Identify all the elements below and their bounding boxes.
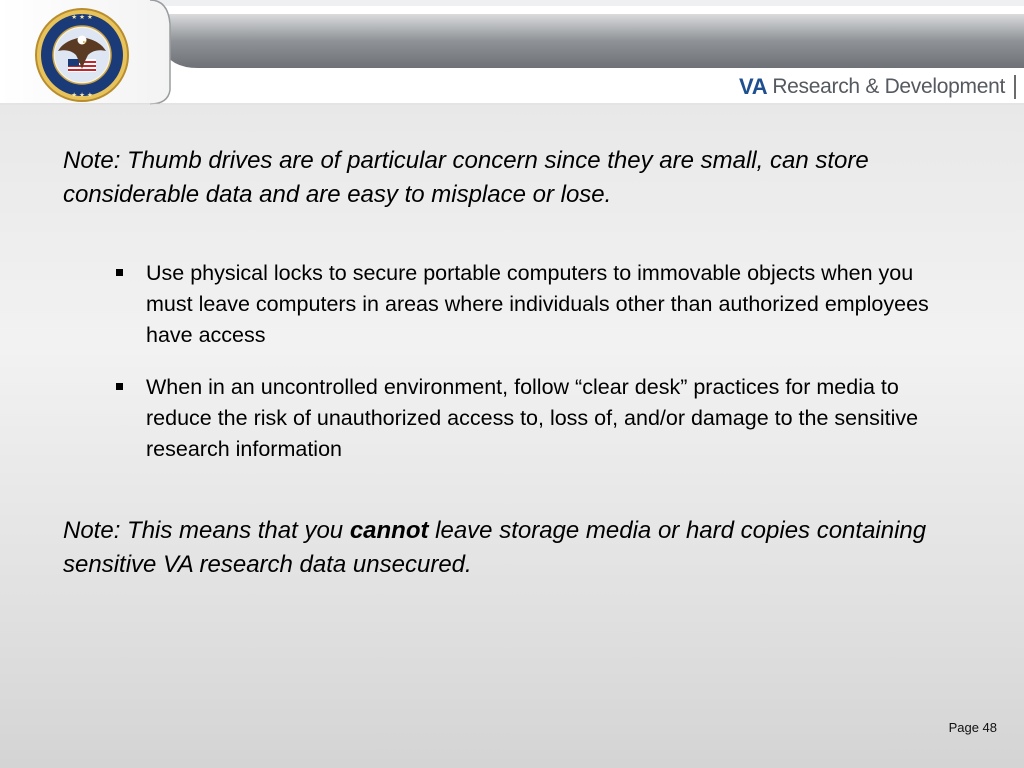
note-cannot-leave — [63, 514, 983, 582]
page-number: Page 48 — [948, 720, 997, 735]
bullet-square-icon — [116, 383, 123, 390]
note-thumb-drives: Note: Thumb drives are of particular concern since they are small, can store considerable data and are easy to misplace or lose. — [63, 147, 869, 208]
brand-wordmark — [739, 74, 1016, 100]
bullet-square-icon — [116, 269, 123, 276]
bullet-text: Use physical locks to secure portable computers to immovable objects when you must leave computers in areas where individuals other than authorized employees have access — [146, 261, 929, 347]
brand-divider — [1014, 75, 1016, 99]
note2-text-before: Note: This means that you — [63, 517, 350, 544]
slide-header — [0, 0, 1024, 105]
va-seal-icon — [34, 7, 130, 103]
list-item — [114, 258, 954, 351]
brand-text: Research & Development — [772, 75, 1005, 98]
brand-prefix: VA — [738, 74, 768, 99]
bullet-text: When in an uncontrolled environment, follow “clear desk” practices for media to reduce the risk of unauthorized access to, loss of, and/or damage to the sensitive research information — [146, 375, 919, 461]
note2-text-after: leave storage media or hard copies containing sensitive VA research data unsecured. — [63, 517, 927, 578]
svg-text:★ ★ ★: ★ ★ ★ — [71, 91, 93, 99]
svg-text:★ ★ ★: ★ ★ ★ — [71, 13, 93, 21]
list-item — [114, 372, 954, 465]
bullet-list — [114, 258, 954, 486]
note2-emphasis: cannot — [349, 517, 429, 544]
